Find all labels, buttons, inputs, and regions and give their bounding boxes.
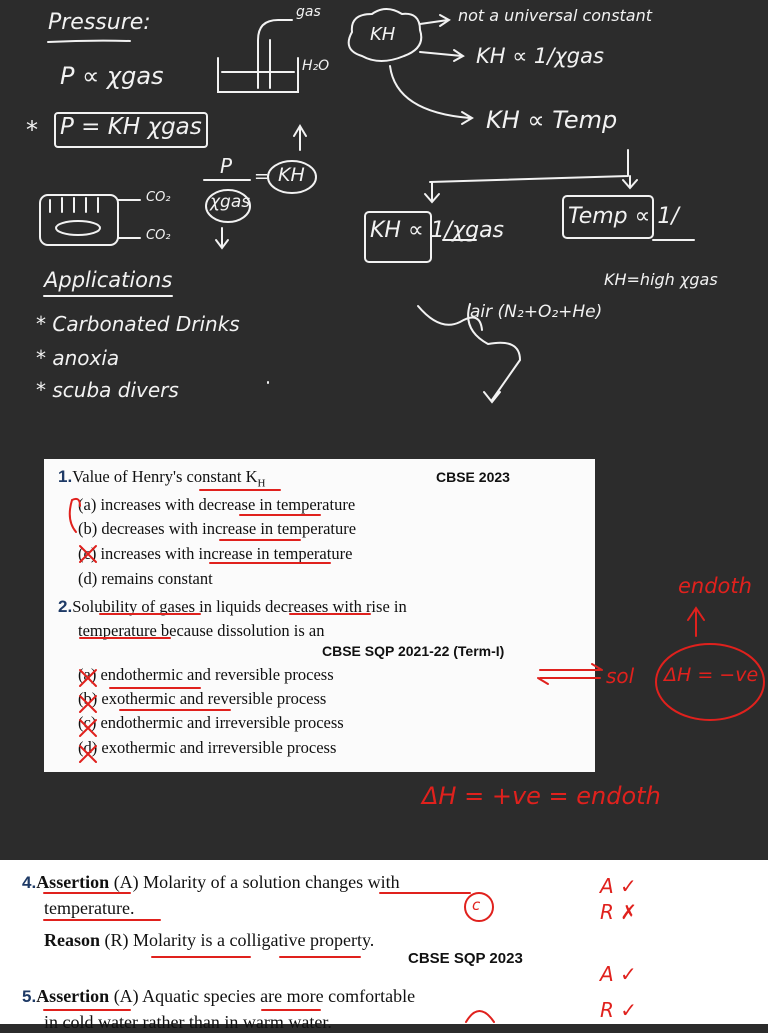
q4-assertion-label: Assertion bbox=[36, 872, 110, 892]
q2-stem-line2: temperature because dissolution is an bbox=[78, 621, 325, 640]
kh-center: KH bbox=[370, 24, 396, 45]
water-label: H₂O bbox=[302, 58, 330, 74]
q4-source-tag: CBSE SQP 2023 bbox=[408, 950, 523, 967]
kh-inverse-note: KH ∝ 1/χgas bbox=[476, 44, 604, 68]
q4-assertion-tick: A ✓ bbox=[600, 874, 637, 898]
left-box-relation: KH ∝ 1/χgas bbox=[370, 218, 505, 243]
q1-source-tag: CBSE 2023 bbox=[436, 469, 510, 485]
q4-number: 4. bbox=[22, 873, 37, 892]
q1-stem-sub: H bbox=[257, 477, 266, 490]
henrys-law-equation: P = KH χgas bbox=[60, 114, 202, 140]
q4-reason-text: (R) Molarity is a colligative property. bbox=[104, 930, 375, 950]
application-carbonated: * Carbonated Drinks bbox=[36, 312, 240, 336]
q2-source-tag: CBSE SQP 2021-22 (Term-I) bbox=[322, 643, 505, 659]
q2-stem-line1-text: Solubility of gases in liquids decreases with rise in bbox=[72, 597, 407, 616]
q1-option-a: (a) increases with decrease in temperature bbox=[78, 495, 356, 514]
right-box-relation: Temp ∝ 1/ bbox=[568, 204, 679, 229]
q5-assertion-tick: A ✓ bbox=[600, 962, 637, 986]
q1-number: 1. bbox=[58, 467, 73, 486]
circled-answer-c: c bbox=[472, 896, 481, 914]
q2-option-c: (c) endothermic and irreversible process bbox=[78, 713, 344, 732]
q1-stem-text: Value of Henry's constant K bbox=[72, 467, 258, 486]
not-universal-note: not a universal constant bbox=[458, 6, 653, 25]
ratio-numerator: P bbox=[220, 154, 233, 178]
pressure-proportionality: P ∝ χgas bbox=[60, 62, 164, 90]
q1-option-b: (b) decreases with increase in temperature bbox=[78, 519, 357, 538]
q2-option-a: (a) endothermic and reversible process bbox=[78, 665, 334, 684]
star-mark: * bbox=[26, 116, 38, 144]
q5-number: 5. bbox=[22, 987, 37, 1006]
delta-h-negative: ΔH = −ve bbox=[664, 664, 759, 686]
ratio-kh: KH bbox=[278, 164, 305, 186]
q4-assertion-line2: temperature. bbox=[44, 898, 135, 918]
application-scuba: * scuba divers bbox=[36, 378, 179, 402]
q4-reason-cross: R ✗ bbox=[600, 900, 638, 924]
pressure-heading: Pressure: bbox=[48, 10, 151, 35]
applications-heading: Applications bbox=[44, 268, 173, 292]
air-composition: air (N₂+O₂+He) bbox=[470, 302, 603, 322]
ratio-denominator: χgas bbox=[210, 192, 251, 212]
application-anoxia: * anoxia bbox=[36, 346, 120, 370]
q1-option-d: (d) remains constant bbox=[78, 569, 213, 588]
q2-number: 2. bbox=[58, 597, 73, 616]
co2-top-label: CO₂ bbox=[146, 190, 171, 205]
q2-option-d: (d) exothermic and irreversible process bbox=[78, 738, 337, 757]
endoth-annotation: endoth bbox=[678, 574, 752, 598]
q5-assertion-line2: in cold water rather than in warm water. bbox=[44, 1012, 332, 1032]
q4-assertion-text: (A) Molarity of a solution changes with bbox=[113, 872, 400, 892]
ratio-equals: = bbox=[254, 166, 270, 187]
q4-reason-label: Reason bbox=[44, 930, 101, 950]
q5-reason-tick: R ✓ bbox=[600, 998, 638, 1022]
q5-assertion-text: (A) Aquatic species are more comfortable bbox=[113, 986, 416, 1006]
delta-h-positive: ΔH = +ve = endoth bbox=[422, 782, 661, 810]
q1-option-c: (c) increases with increase in temperature bbox=[78, 544, 353, 563]
kh-temp-note: KH ∝ Temp bbox=[486, 106, 618, 134]
q5-assertion-label: Assertion bbox=[36, 986, 110, 1006]
gas-label: gas bbox=[296, 4, 321, 20]
co2-bottom-label: CO₂ bbox=[146, 228, 171, 243]
q2-option-b: (b) exothermic and reversible process bbox=[78, 689, 327, 708]
sol-annotation: sol bbox=[606, 664, 635, 688]
kh-high-note: KH=high χgas bbox=[604, 270, 718, 289]
